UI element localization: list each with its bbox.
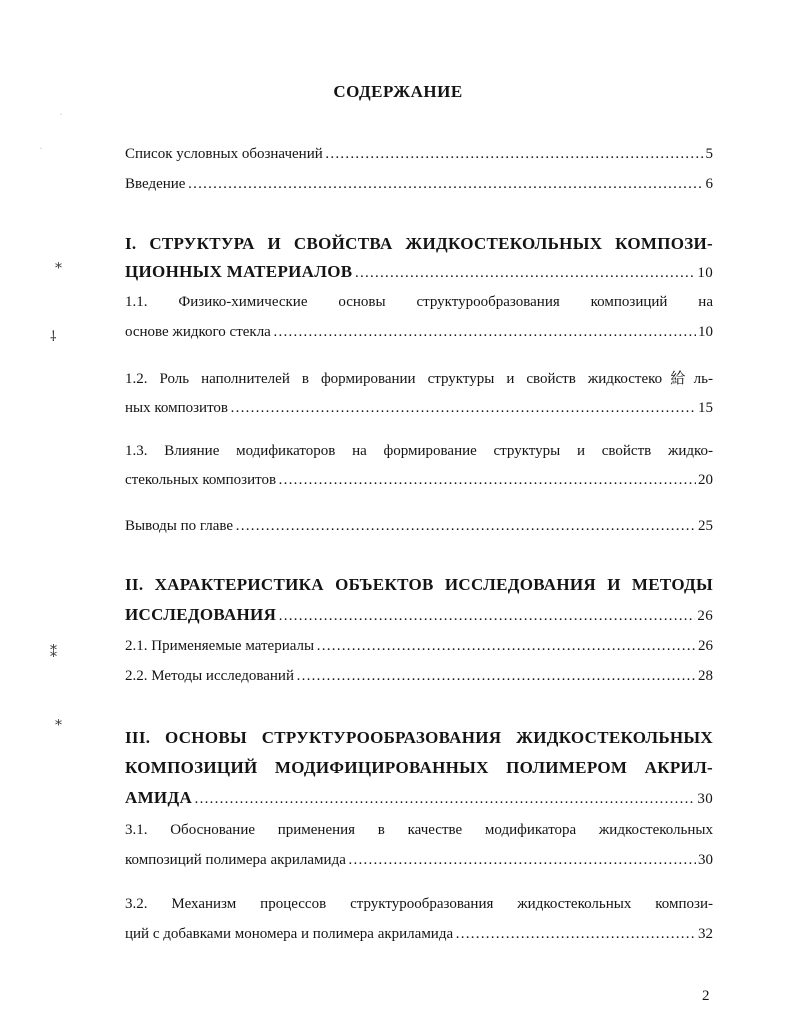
- page-title: СОДЕРЖАНИЕ: [333, 82, 463, 101]
- dot-leader: [235, 516, 696, 536]
- toc-entry-abbreviations: [125, 144, 713, 164]
- toc-page-number: 28: [698, 668, 713, 684]
- toc-entry-conclusions: [125, 516, 713, 536]
- scan-speck: ·: [60, 112, 62, 118]
- scan-speck: ⁎: [55, 257, 62, 272]
- scan-speck: ⸸: [50, 330, 57, 345]
- toc-entry-text: ных композитов: [125, 400, 229, 416]
- toc-chapter-1-line1: I. СТРУКТУРА И СВОЙСТВА ЖИДКОСТЕКОЛЬНЫХ КОМПОЗИ-: [125, 234, 713, 253]
- dot-leader: [455, 924, 696, 944]
- toc-page-number: 30: [698, 852, 713, 868]
- toc-chapter-2-line1: II. ХАРАКТЕРИСТИКА ОБЪЕКТОВ ИССЛЕДОВАНИЯ И МЕТОДЫ: [125, 575, 713, 594]
- dot-leader: [187, 174, 703, 194]
- toc-entry-introduction: [125, 174, 713, 194]
- toc-page-number: 32: [698, 926, 713, 942]
- page-number: 2: [702, 988, 710, 1004]
- toc-entry-text: ЦИОННЫХ МАТЕРИАЛОВ: [125, 262, 353, 281]
- dot-leader: [316, 636, 696, 656]
- toc-section-1-1-end: [125, 322, 713, 342]
- toc-entry-text: Введение: [125, 176, 186, 192]
- toc-section-1-2-end: [125, 398, 713, 418]
- toc-chapter-3-line1: III. ОСНОВЫ СТРУКТУРООБРАЗОВАНИЯ ЖИДКОСТЕКОЛЬНЫХ: [125, 728, 713, 747]
- scan-speck: ⁎: [55, 714, 62, 729]
- toc-entry-text: ИССЛЕДОВАНИЯ: [125, 605, 277, 624]
- dot-leader: [230, 398, 696, 418]
- toc-page-number: 26: [697, 608, 713, 624]
- toc-section-3-2-line1: 3.2. Механизм процессов структурообразования жидкостекольных компози-: [125, 896, 713, 912]
- toc-section-1-3-line1: 1.3. Влияние модификаторов на формирование структуры и свойств жидко-: [125, 443, 713, 459]
- toc-chapter-3-end: [125, 788, 713, 809]
- toc-section-3-1-line1: 3.1. Обоснование применения в качестве модификатора жидкостекольных: [125, 822, 713, 838]
- toc-entry-text: 2.2. Методы исследований: [125, 668, 294, 684]
- toc-chapter-1-end: [125, 262, 713, 283]
- dot-leader: [348, 850, 696, 870]
- toc-page-number: 25: [698, 518, 713, 534]
- toc-page-number: 30: [697, 791, 713, 807]
- toc-page-number: 20: [698, 472, 713, 488]
- toc-section-1-3-end: [125, 470, 713, 490]
- toc-entry-text: стекольных композитов: [125, 472, 277, 488]
- scan-speck: ⁑: [50, 646, 57, 661]
- dot-leader: [354, 263, 695, 283]
- toc-chapter-2-end: [125, 605, 713, 626]
- toc-section-2-2: [125, 666, 713, 686]
- toc-entry-text: Список условных обозначений: [125, 146, 323, 162]
- toc-page-number: 10: [697, 265, 713, 281]
- toc-page-number: 5: [705, 146, 713, 162]
- toc-entry-text: АМИДА: [125, 788, 193, 807]
- scan-speck: ·: [40, 146, 42, 152]
- toc-page-number: 10: [698, 324, 713, 340]
- toc-chapter-3-line2: КОМПОЗИЦИЙ МОДИФИЦИРОВАННЫХ ПОЛИМЕРОМ АКРИЛ-: [125, 758, 713, 777]
- toc-section-1-1-line1: 1.1. Физико-химические основы структурообразования композиций на: [125, 294, 713, 310]
- dot-leader: [296, 666, 696, 686]
- toc-entry-text: основе жидкого стекла: [125, 324, 271, 340]
- dot-leader: [325, 144, 704, 164]
- toc-entry-text: композиций полимера акриламида: [125, 852, 346, 868]
- toc-section-2-1: [125, 636, 713, 656]
- toc-section-3-2-end: [125, 924, 713, 944]
- toc-section-1-2-line1: 1.2. Роль наполнителей в формировании структуры и свойств жидкостеко給ль-: [125, 371, 713, 387]
- dot-leader: [278, 470, 696, 490]
- dot-leader: [278, 606, 695, 626]
- dot-leader: [194, 789, 695, 809]
- toc-entry-text: ций с добавками мономера и полимера акриламида: [125, 926, 454, 942]
- toc-entry-text: 2.1. Применяемые материалы: [125, 638, 315, 654]
- toc-page-number: 15: [698, 400, 713, 416]
- dot-leader: [273, 322, 696, 342]
- toc-page-number: 6: [705, 176, 713, 192]
- toc-page-number: 26: [698, 638, 713, 654]
- toc-entry-text: Выводы по главе: [125, 518, 234, 534]
- toc-section-3-1-end: [125, 850, 713, 870]
